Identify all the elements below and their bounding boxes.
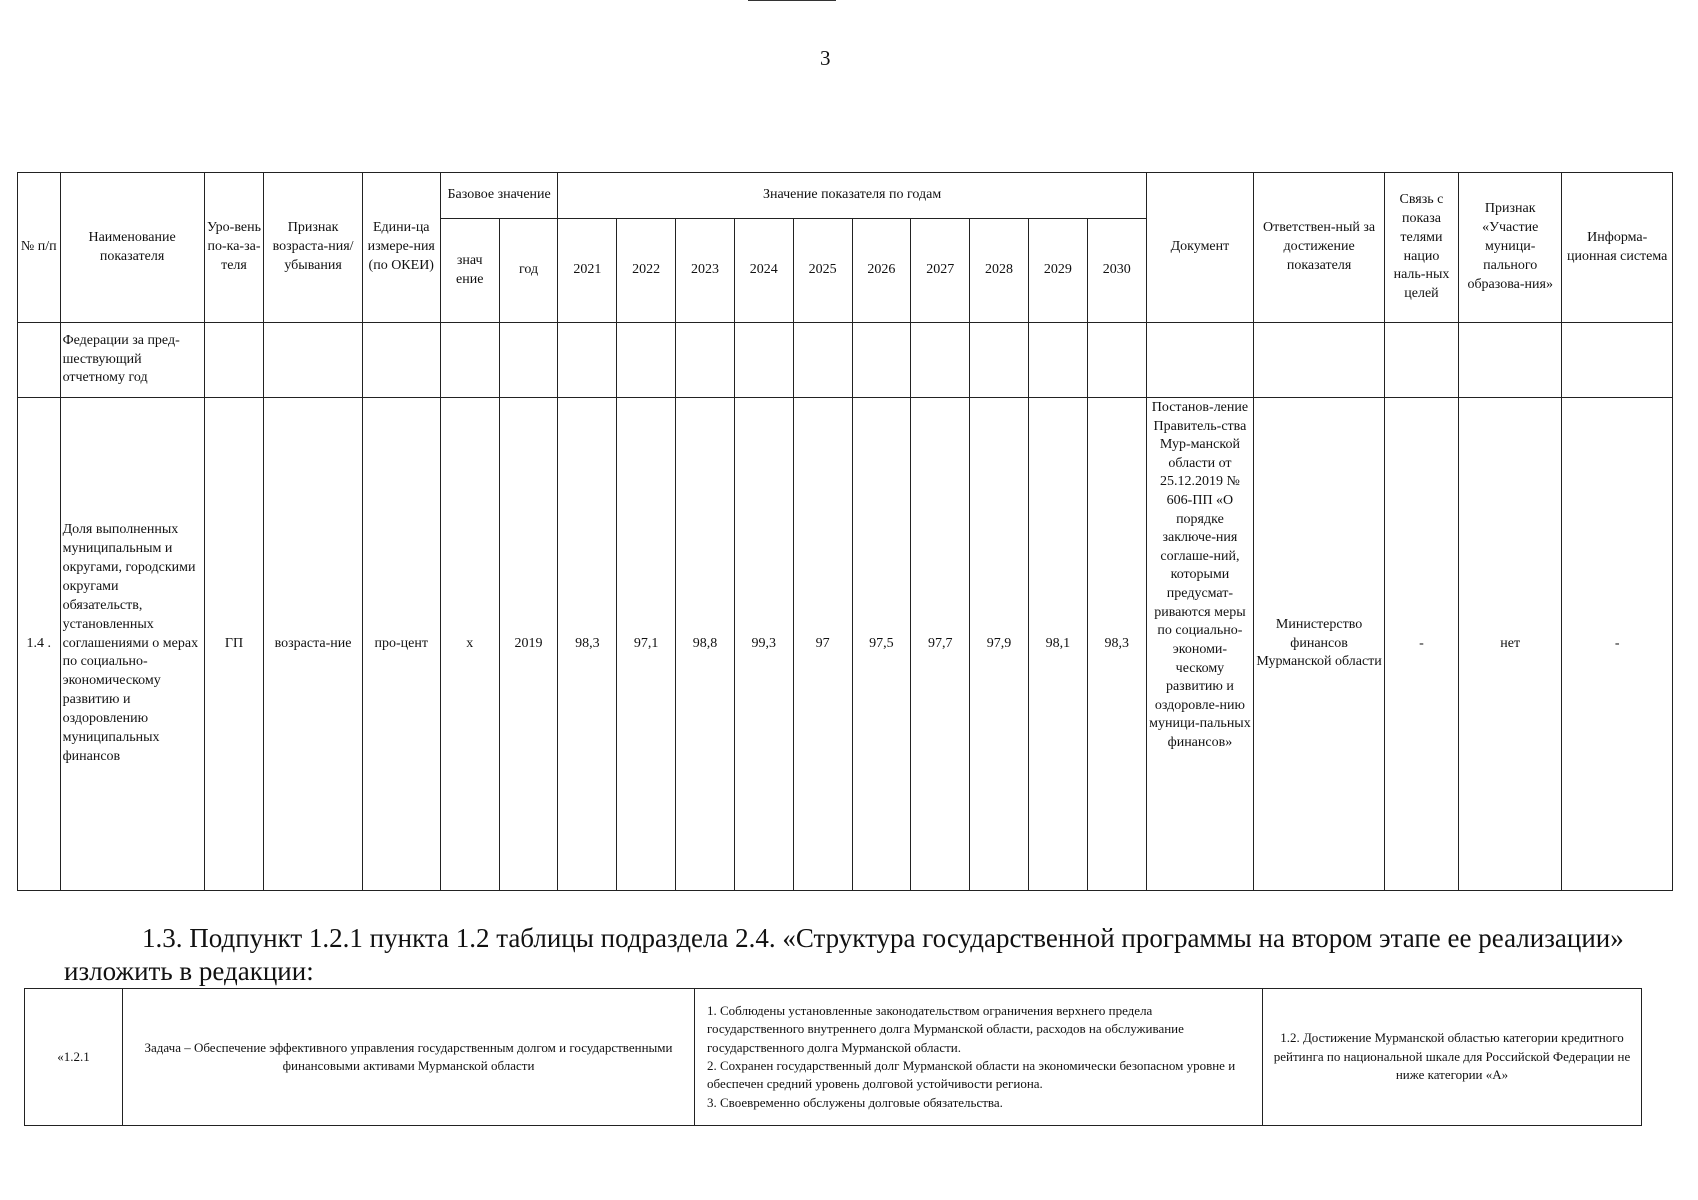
header-responsible: Ответствен-ный за достижение показателя [1254,173,1385,323]
header-year: 2024 [734,219,793,323]
indicator-row [18,398,1673,891]
header-municipal: Признак «Участие муници-пального образова-ния» [1458,173,1561,323]
cont-name: Федерации за пред-шествующий отчетному год [60,323,204,398]
page-number: 3 [820,46,831,70]
task-result: 2. Сохранен государственный долг Мурманской области на экономически безопасном уровне и обеспечен средний уровень долговой устойчивости региона. [707,1058,1236,1092]
continuation-row [18,323,1673,398]
header-name: Наименование показателя [60,173,204,323]
row-year-value: 98,1 [1028,398,1087,891]
header-base-value: знач ение [440,219,499,323]
row-base-value: х [440,398,499,891]
task-table [24,988,1642,1126]
header-year: 2026 [852,219,911,323]
row-year-value: 97,1 [617,398,676,891]
row-sign: возраста-ние [264,398,362,891]
row-year-value: 98,3 [1087,398,1146,891]
task-results [695,989,1263,1126]
header-year: 2022 [617,219,676,323]
row-info-system: - [1562,398,1673,891]
header-link: Связь с показа телями нацио наль-ных целей [1384,173,1458,323]
header-unit: Едини-ца измере-ния (по ОКЕИ) [362,173,440,323]
section-heading: 1.3. Подпункт 1.2.1 пункта 1.2 таблицы подраздела 2.4. «Структура государственной программы на втором этапе ее реализации» изложить в редакции: [64,923,1624,986]
row-year-value: 97,7 [911,398,970,891]
header-year: 2028 [970,219,1029,323]
header-base-year: год [499,219,558,323]
row-level: ГП [204,398,264,891]
header-info-system: Информа-ционная система [1562,173,1673,323]
row-responsible: Министерство финансов Мурманской области [1254,398,1385,891]
header-year: 2029 [1028,219,1087,323]
row-year-value: 98,8 [676,398,735,891]
task-title: Задача – Обеспечение эффективного управления государственным долгом и государственными финансовыми активами Мурманской области [123,989,695,1126]
header-num: № п/п [18,173,61,323]
row-base-year: 2019 [499,398,558,891]
row-num: 1.4 . [18,398,61,891]
row-document: Постанов-ление Правитель-ства Мур-манской области от 25.12.2019 № 606-ПП «О порядке заключе-ния соглаше-ний, которыми предусмат-риваются меры по социально-экономи-ческому развитию и оздоровле-нию муници-пальных финансов» [1146,398,1253,891]
header-year: 2025 [793,219,852,323]
row-year-value: 99,3 [734,398,793,891]
row-unit: про-цент [362,398,440,891]
cont-num [18,323,61,398]
top-rule [748,0,836,1]
task-indicator: 1.2. Достижение Мурманской областью категории кредитного рейтинга по национальной шкале для Российской Федерации не ниже категории «А» [1263,989,1642,1126]
header-document: Документ [1146,173,1253,323]
header-level: Уро-вень по-ка-за-теля [204,173,264,323]
header-year: 2023 [676,219,735,323]
row-name: Доля выполненных муниципальным и округами, городскими округами обязательств, установленных соглашениями о мерах по социально-экономическому развитию и оздоровлению муниципальных финансов [60,398,204,891]
row-municipal: нет [1458,398,1561,891]
row-year-value: 98,3 [558,398,617,891]
header-year: 2021 [558,219,617,323]
task-result: 3. Своевременно обслужены долговые обязательства. [707,1094,1003,1110]
row-link: - [1384,398,1458,891]
header-year: 2027 [911,219,970,323]
task-result: 1. Соблюдены установленные законодательством ограничения верхнего предела государственного внутреннего долга Мурманской области, расходов на обслуживание государственного долга Мурманской области. [707,1002,1184,1055]
row-year-value: 97,5 [852,398,911,891]
header-base: Базовое значение [440,173,558,219]
header-year: 2030 [1087,219,1146,323]
task-code: «1.2.1 [25,989,123,1126]
row-year-value: 97 [793,398,852,891]
indicators-table [17,172,1673,891]
row-year-value: 97,9 [970,398,1029,891]
header-sign: Признак возраста-ния/ убывания [264,173,362,323]
header-by-years: Значение показателя по годам [558,173,1146,219]
